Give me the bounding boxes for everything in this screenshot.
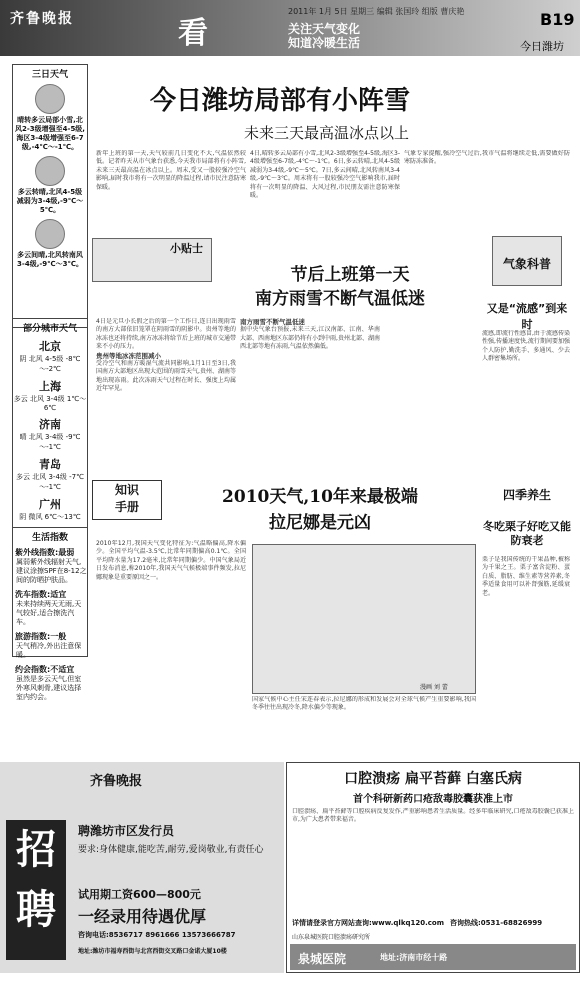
ad-requirement: 要求:身体健康,能吃苦,耐劳,爱岗敬业,有责任心 — [78, 845, 264, 855]
weather-day: 多云转晴,北风4-5级减弱为3-4级,-9℃～5℃。 — [13, 156, 87, 215]
ad-brand: 齐鲁晚报 — [90, 774, 143, 789]
article2-col1: 4日是元旦小长假之后的第一个工作日,连日出现雨雪的南方大部依旧笼罩在阴雨雪的阴影中。贵州等地的冰冻也还将持续,南方冰冻将给节后上班的城市交通带来不小的压力。 贵州等地冰冻范围减小 受冷空气和南方暖湿气流共同影响,1月1日至3日,我国南方大部地区出现大范围的雨雪天气,贵州、湖南等地出现冻雨。此次冻雨天气过程在时长、强度上均属近年罕见。 — [96, 318, 236, 393]
article2-col2: 南方雨雪不断气温低迷 据中央气象台预报,未来三天,江汉南部、江南、华南大部、西南地区东部仍将有小到中雨,贵州北部、湖南西北部等地有冻雨,气温依然偏低。 — [240, 318, 380, 351]
article2-headline1: 节后上班第一天 — [290, 265, 410, 285]
city-item: 广州 阴 微风 6℃～13℃ — [19, 498, 81, 521]
medical-ad-site: 详情请登录官方网站查询:www.qlkq120.com — [292, 919, 445, 927]
article3-col1: 2010年12月,我国天气变化特征为:气温略偏高,降水偏少。全国平均气温-3.5℃,比常年同期偏高0.1℃。全国平均降水量为17.2毫米,比常年同期偏少。中国气象局近日发布消息,称2010年,我国天气气候极端事件频发,拉尼娜现象是重要原因之一。 — [96, 540, 246, 581]
life-title: 生活指数 — [31, 533, 68, 543]
hospital-brand: 泉城医院 — [298, 952, 347, 966]
article3-headline1: 2010天气,10年来最极端 — [222, 487, 418, 507]
ad-benefit: 一经录用待遇优厚 — [78, 907, 207, 926]
main-subhead: 未来三天最高温冰点以上 — [244, 124, 410, 142]
medical-ad-phone: 咨询热线:0531-68826999 — [450, 919, 543, 927]
main-body-col2: 4日,晴转多云局部有小雪,北风2-3级增强至4-5级,海区3-4级增强至6-7级,-4℃～-1℃。6日,多云转晴,北风4-5级减弱为3-4级,-9℃～5℃。7日,多云间晴,北风转南风3-4级,-9℃～3℃。周末将有一股较强冷空气影响我市,届时将有一次明显的降温、大风过程,市民朋友需注意防寒保暖。 — [250, 150, 400, 200]
cities-title: 部分城市天气 — [22, 324, 77, 334]
tip-tag: 小贴士 — [170, 242, 203, 255]
three-day-weather — [12, 64, 88, 328]
cartoon-image — [252, 544, 476, 694]
medical-ad-subtitle: 首个科研新药口疮敌毒胶囊获准上市 — [353, 794, 513, 805]
ad-address: 地址:潍坊市福寿西街与北宫西街交叉路口金诺大厦10楼 — [78, 948, 227, 955]
science-title: 气象科普 — [502, 257, 551, 271]
section-name: 今日潍坊 — [520, 40, 564, 53]
science-text: 流感,即流行性感冒,由于流感传染性强,传播速度快,流行期间要加强个人防护,勤洗手、多通风、少去人群密集场所。 — [482, 330, 570, 363]
sun-icon — [35, 84, 65, 114]
medical-ad-text: 口腔溃疡、扁平苔藓等口腔疾病反复发作,严重影响患者生活质量。经多年临床研究,口疮敌毒胶囊已获准上市,为广大患者带来福音。 — [292, 808, 574, 824]
ad-big-title: 招聘 — [6, 820, 66, 960]
article3-headline2: 拉尼娜是元凶 — [269, 513, 371, 533]
weather-title: 三日天气 — [31, 70, 68, 80]
city-weather — [12, 318, 88, 528]
ad-job-title: 聘潍坊市区发行员 — [78, 824, 175, 838]
city-item: 北京 阴 北风 4-5级 -8℃～-2℃ — [19, 340, 81, 373]
cartoon-caption: 漫画 刘 蕾 — [420, 684, 448, 691]
health-subtitle: 冬吃栗子好吃又能防衰老 — [483, 520, 571, 547]
city-item: 济南 晴 北风 3-4级 -9℃～-1℃ — [19, 418, 81, 451]
knowledge-badge: 知识 手册 — [92, 480, 162, 520]
science-subtitle: 又是“流感”到来时 — [486, 302, 568, 331]
paper-logo: 齐鲁晚报 — [10, 11, 74, 27]
article3-col2: 国家气候中心主任宋连春表示,拉尼娜的形成和发展会对全球气候产生重要影响,我国冬季往往出现冷冬,降水偏少等现象。 — [252, 696, 476, 712]
weather-day: 晴转多云局部小雪,北风2-3级增强至4-5级,海区3-4级增强至6-7级,-4℃～-1℃。 — [13, 84, 87, 152]
article2-headline2: 南方雨雪不断气温低迷 — [255, 289, 425, 309]
life-index: 生活指数 紫外线指数:最弱 属弱紫外线辐射天气,建议涂擦SPF在8-12之间的防晒护肤品。 洗车指数:适宜 未来持续两天无雨,天气较好,适合擦洗汽车。 旅游指数:一般 天气稍冷,外出注意保暖。 约会指数:不适宜 虽然是多云天气,但室外寒风刺骨,建议选择室内约会。 — [12, 527, 88, 657]
column-title: 看天 — [178, 16, 208, 95]
medical-ad-footer: 山东泉城医院口腔溃疡研究所 — [292, 934, 371, 941]
sun-icon — [35, 156, 65, 186]
slogan: 关注天气变化 知道冷暖生活 — [288, 22, 361, 50]
hospital-address: 地址:济南市经十路 — [380, 953, 448, 962]
cloud-icon — [35, 219, 65, 249]
dateline: 2011年 1月 5日 星期三 编辑 张国玲 组版 曹庆艳 — [288, 7, 465, 16]
city-item: 青岛 多云 北风 3-4级 -7℃～-1℃ — [16, 458, 84, 491]
page-number: B19 — [540, 10, 575, 29]
main-headline: 今日潍坊局部有小阵雪 — [150, 86, 411, 116]
main-body-col1: 新年上班的第一天,天气较前几日变化不大,气温依然较低。记者昨天从市气象台获悉,今天我市局部将有小阵雪,未来三天最高温在冰点以上。周末,受又一股较强冷空气影响,届时我市将有一次明显的降温过程,请市民注意防寒保暖。 — [96, 150, 246, 191]
ad-pay: 试用期工资600—800元 — [78, 888, 201, 901]
main-body-col3: 气象专家提醒,强冷空气过后,我市气温将继续走低,需要做好防寒防冻准备。 — [404, 150, 570, 166]
city-item: 上海 多云 北风 3-4级 1℃～6℃ — [13, 380, 87, 412]
medical-ad-title: 口腔溃疡 扁平苔藓 白塞氏病 — [344, 771, 522, 787]
ad-phone: 咨询电话:8536717 8961666 13573666787 — [78, 931, 236, 939]
weather-day: 多云间晴,北风转南风3-4级,-9℃～3℃。 — [13, 219, 87, 269]
health-title: 四季养生 — [502, 488, 551, 502]
health-text: 栗子是我国传统的干果品种,被称为千果之王。栗子富含淀粉、蛋白质、脂肪、维生素等营养素,冬季适量食用可以补肾强筋,延缓衰老。 — [482, 556, 570, 597]
